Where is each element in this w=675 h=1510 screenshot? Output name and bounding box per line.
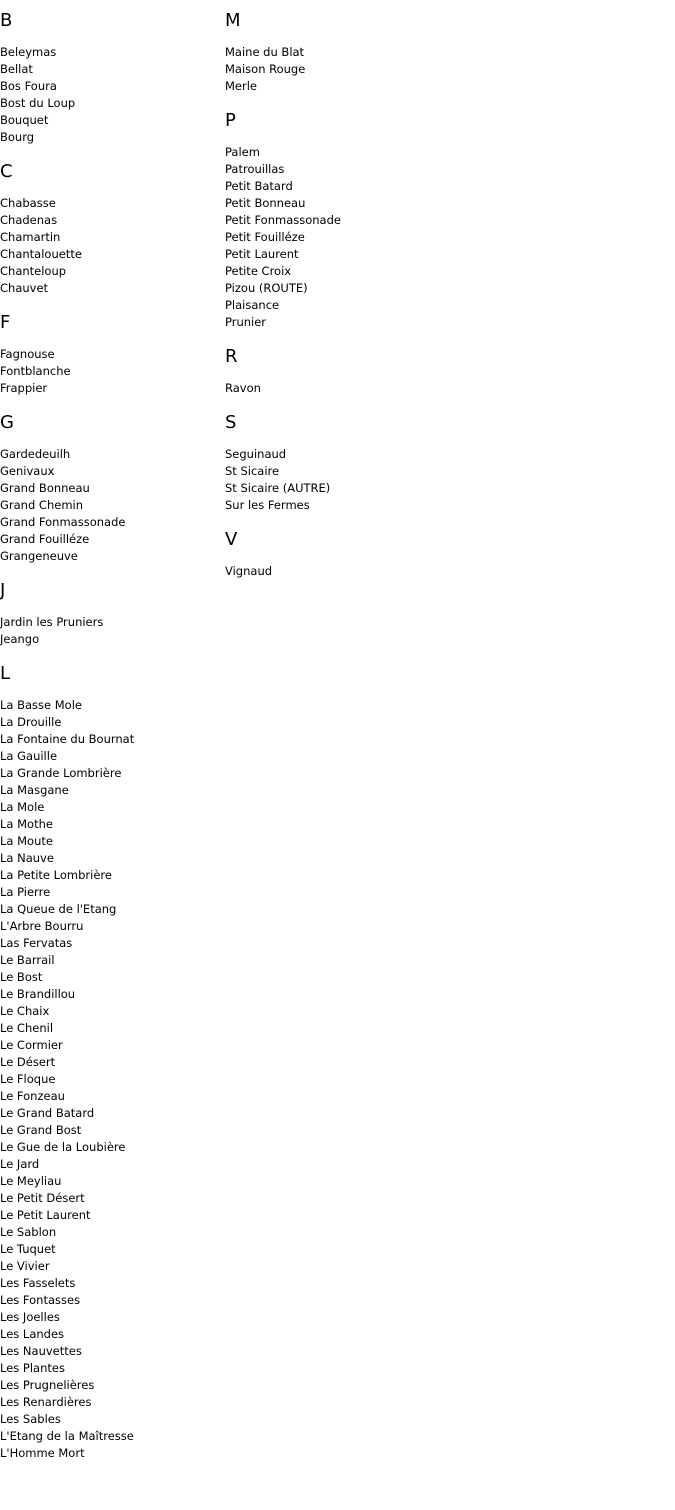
letter-heading: M: [225, 10, 241, 31]
place-list: [225, 563, 445, 580]
letter-group-f: [0, 310, 220, 397]
place-link[interactable]: Les Landes: [0, 1327, 65, 1341]
place-link[interactable]: Les Sables: [0, 1412, 61, 1426]
place-link[interactable]: L'Arbre Bourru: [0, 919, 84, 933]
letter-group-m: [225, 8, 445, 95]
place-link[interactable]: Le Grand Batard: [0, 1106, 95, 1120]
place-link[interactable]: Grand Fonmassonade: [0, 515, 126, 529]
place-link[interactable]: Seguinaud: [225, 447, 287, 461]
place-list: [0, 697, 220, 1462]
letter-heading: G: [0, 412, 14, 433]
place-link[interactable]: Les Joelles: [0, 1310, 60, 1324]
place-link[interactable]: Bellat: [0, 62, 33, 76]
place-link[interactable]: Le Barrail: [0, 953, 55, 967]
place-list: [225, 144, 445, 331]
place-link[interactable]: Le Vivier: [0, 1259, 50, 1273]
place-link[interactable]: St Sicaire (AUTRE): [225, 481, 331, 495]
place-link[interactable]: Le Floque: [0, 1072, 56, 1086]
place-link[interactable]: Les Fasselets: [0, 1276, 76, 1290]
place-link[interactable]: Chanteloup: [0, 264, 67, 278]
place-link[interactable]: Petite Croix: [225, 264, 292, 278]
letter-heading: J: [0, 580, 6, 601]
letter-group-l: [0, 661, 220, 1462]
place-list: [225, 380, 445, 397]
place-link[interactable]: Les Plantes: [0, 1361, 65, 1375]
place-link[interactable]: La Petite Lombrière: [0, 868, 112, 882]
place-link[interactable]: Gardedeuilh: [0, 447, 71, 461]
place-link[interactable]: Merle: [225, 79, 257, 93]
place-link[interactable]: Le Grand Bost: [0, 1123, 82, 1137]
place-list: [0, 195, 220, 297]
place-link[interactable]: Fagnouse: [0, 347, 55, 361]
place-link[interactable]: Beleymas: [0, 45, 57, 59]
letter-group-s: [225, 410, 445, 514]
place-link[interactable]: Le Chaix: [0, 1004, 50, 1018]
place-link[interactable]: Jardin les Pruniers: [0, 615, 104, 629]
place-list: [0, 446, 220, 565]
place-link[interactable]: La Gauille: [0, 749, 58, 763]
place-link[interactable]: Ravon: [225, 381, 261, 395]
place-link[interactable]: Bouquet: [0, 113, 49, 127]
letter-group-g: [0, 410, 220, 565]
place-link[interactable]: Chauvet: [0, 281, 49, 295]
place-link[interactable]: La Basse Mole: [0, 698, 82, 712]
place-link[interactable]: Pizou (ROUTE): [225, 281, 308, 295]
place-link[interactable]: Le Brandillou: [0, 987, 76, 1001]
place-link[interactable]: Le Tuquet: [0, 1242, 56, 1256]
place-link[interactable]: Le Chenil: [0, 1021, 54, 1035]
place-link[interactable]: Bourg: [0, 130, 35, 144]
place-link[interactable]: Maine du Blat: [225, 45, 305, 59]
letter-heading: C: [0, 161, 13, 182]
place-link[interactable]: Le Gue de la Loubière: [0, 1140, 126, 1154]
place-link[interactable]: Patrouillas: [225, 162, 285, 176]
place-list: [0, 346, 220, 397]
place-link[interactable]: La Nauve: [0, 851, 54, 865]
place-link[interactable]: Las Fervatas: [0, 936, 73, 950]
place-link[interactable]: Le Désert: [0, 1055, 56, 1069]
place-link[interactable]: Petit Fouilléze: [225, 230, 305, 244]
place-link[interactable]: Petit Bonneau: [225, 196, 306, 210]
place-link[interactable]: La Drouille: [0, 715, 62, 729]
letter-group-v: [225, 527, 445, 580]
place-link[interactable]: Petit Fonmassonade: [225, 213, 341, 227]
place-link[interactable]: Vignaud: [225, 564, 273, 578]
place-link[interactable]: Frappier: [0, 381, 48, 395]
letter-heading: L: [0, 663, 11, 684]
place-link[interactable]: Le Cormier: [0, 1038, 63, 1052]
place-link[interactable]: Le Bost: [0, 970, 43, 984]
place-link[interactable]: Palem: [225, 145, 260, 159]
letter-heading: R: [225, 346, 238, 367]
place-link[interactable]: Petit Batard: [225, 179, 293, 193]
place-link[interactable]: Le Sablon: [0, 1225, 57, 1239]
place-link[interactable]: Prunier: [225, 315, 267, 329]
place-link[interactable]: La Queue de l'Etang: [0, 902, 117, 916]
place-link[interactable]: Fontblanche: [0, 364, 71, 378]
place-list: [225, 446, 445, 514]
letter-heading: P: [225, 110, 236, 131]
place-link[interactable]: Le Meyliau: [0, 1174, 62, 1188]
place-link[interactable]: Plaisance: [225, 298, 280, 312]
place-link[interactable]: Le Petit Laurent: [0, 1208, 91, 1222]
place-link[interactable]: Genivaux: [0, 464, 55, 478]
place-link[interactable]: Sur les Fermes: [225, 498, 310, 512]
place-link[interactable]: Les Nauvettes: [0, 1344, 82, 1358]
place-link[interactable]: Chadenas: [0, 213, 58, 227]
place-link[interactable]: Chabasse: [0, 196, 56, 210]
place-link[interactable]: La Masgane: [0, 783, 69, 797]
place-list: [0, 614, 220, 648]
place-link[interactable]: Grand Chemin: [0, 498, 84, 512]
left-column: [0, 8, 220, 1475]
right-column: [225, 8, 445, 593]
letter-heading: V: [225, 529, 238, 550]
letter-group-b: [0, 8, 220, 146]
place-link[interactable]: Petit Laurent: [225, 247, 299, 261]
place-link[interactable]: Les Renardières: [0, 1395, 92, 1409]
letter-group-c: [0, 159, 220, 297]
letter-heading: F: [0, 312, 11, 333]
letter-heading: B: [0, 10, 13, 31]
place-link[interactable]: La Mole: [0, 800, 45, 814]
place-link[interactable]: Le Jard: [0, 1157, 40, 1171]
place-list: [225, 44, 445, 95]
place-link[interactable]: Grand Fouilléze: [0, 532, 90, 546]
place-link[interactable]: La Moute: [0, 834, 53, 848]
place-link[interactable]: Grangeneuve: [0, 549, 78, 563]
letter-group-r: [225, 344, 445, 397]
place-link[interactable]: Grand Bonneau: [0, 481, 90, 495]
place-link[interactable]: St Sicaire: [225, 464, 280, 478]
place-link[interactable]: Les Fontasses: [0, 1293, 81, 1307]
place-link[interactable]: Bos Foura: [0, 79, 57, 93]
place-list: [0, 44, 220, 146]
letter-group-j: [0, 578, 220, 648]
place-link[interactable]: L'Homme Mort: [0, 1446, 85, 1460]
place-link[interactable]: Chamartin: [0, 230, 61, 244]
place-link[interactable]: Les Prugnelières: [0, 1378, 95, 1392]
place-link[interactable]: Maison Rouge: [225, 62, 306, 76]
letter-group-p: [225, 108, 445, 331]
place-link[interactable]: L'Etang de la Maîtresse: [0, 1429, 134, 1443]
place-link[interactable]: La Mothe: [0, 817, 53, 831]
place-link[interactable]: Jeango: [0, 632, 40, 646]
place-link[interactable]: Bost du Loup: [0, 96, 76, 110]
letter-heading: S: [225, 412, 237, 433]
place-link[interactable]: Le Petit Désert: [0, 1191, 85, 1205]
place-link[interactable]: Chantalouette: [0, 247, 82, 261]
place-link[interactable]: La Fontaine du Bournat: [0, 732, 135, 746]
place-link[interactable]: La Pierre: [0, 885, 51, 899]
place-link[interactable]: Le Fonzeau: [0, 1089, 65, 1103]
place-link[interactable]: La Grande Lombrière: [0, 766, 122, 780]
